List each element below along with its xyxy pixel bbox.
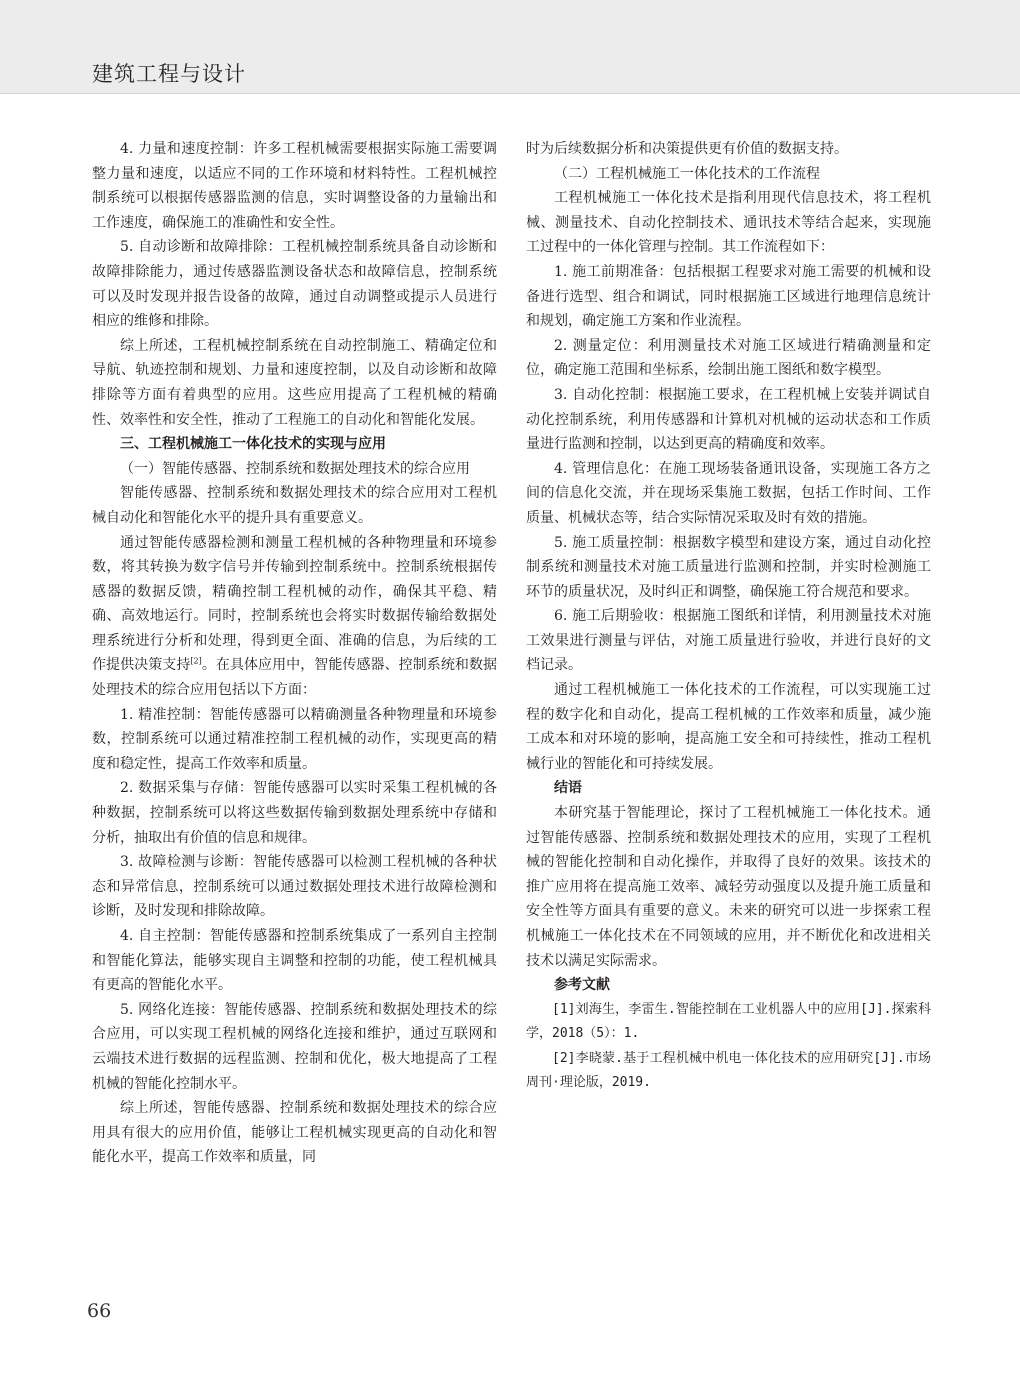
paragraph: 1. 精准控制：智能传感器可以精确测量各种物理量和环境参数，控制系统可以通过精准控制工程机械的动作，实现更高的精度和稳定性，提高工作效率和质量。 (92, 706, 497, 772)
paragraph: 本研究基于智能理论，探讨了工程机械施工一体化技术。通过智能传感器、控制系统和数据处理技术的应用，实现了工程机械的智能化控制和自动化操作，并取得了良好的效果。该技术的推广应用将在提高施工效率、减轻劳动强度以及提升施工质量和安全性等方面具有重要的意义。未来的研究可以进一步探索工程机械施工一体化技术在不同领域的应用，并不断优化和改进相关技术以满足实际需求。 (526, 805, 931, 969)
paragraph: 工程机械施工一体化技术是指利用现代信息技术，将工程机械、测量技术、自动化控制技术、通讯技术等结合起来，实现施工过程中的一体化管理与控制。其工作流程如下： (526, 190, 931, 256)
paragraph (92, 531, 497, 703)
reference-item: [1]刘海生，李雷生.智能控制在工业机器人中的应用[J].探索科学，2018（5）：1. (526, 1001, 931, 1042)
paragraph: 4. 自主控制：智能传感器和控制系统集成了一系列自主控制和智能化算法，能够实现自主调整和控制的功能，使工程机械具有更高的智能化水平。 (92, 928, 497, 994)
paragraph: 3. 故障检测与诊断：智能传感器可以检测工程机械的各种状态和异常信息，控制系统可以通过数据处理技术进行故障检测和诊断，及时发现和排除故障。 (92, 854, 497, 920)
right-column (526, 137, 931, 1095)
section-heading: 三、工程机械施工一体化技术的实现与应用 (120, 436, 386, 453)
paragraph: 1. 施工前期准备：包括根据工程要求对施工需要的机械和设备进行选型、组合和调试，同时根据施工区域进行地理信息统计和规划，确定施工方案和作业流程。 (526, 263, 931, 330)
paragraph: 6. 施工后期验收：根据施工图纸和详情，利用测量技术对施工效果进行测量与评估，对施工质量进行验收，并进行良好的文档记录。 (526, 608, 931, 674)
paragraph: 4. 管理信息化：在施工现场装备通讯设备，实现施工各方之间的信息化交流，并在现场采集施工数据，包括工作时间、工作质量、机械状态等，结合实际情况采取及时有效的措施。 (526, 460, 931, 526)
citation-marker: [2] (190, 656, 202, 666)
subsection-heading: （二）工程机械施工一体化技术的工作流程 (554, 165, 820, 182)
paragraph: 5. 施工质量控制：根据数字模型和建设方案，通过自动化控制系统和测量技术对施工质量进行监测和控制，并实时检测施工环节的质量状况，及时纠正和调整，确保施工符合规范和要求。 (526, 534, 931, 600)
journal-title: 建筑工程与设计 (92, 62, 246, 86)
conclusion-heading: 结语 (554, 780, 582, 797)
paragraph: 4. 力量和速度控制：许多工程机械需要根据实际施工需要调整力量和速度，以适应不同的工作环境和材料特性。工程机械控制系统可以根据传感器监测的信息，实时调整设备的力量输出和工作速度，确保施工的准确性和安全性。 (92, 141, 497, 231)
paragraph: 5. 网络化连接：智能传感器、控制系统和数据处理技术的综合应用，可以实现工程机械的网络化连接和维护，通过互联网和云端技术进行数据的远程监测、控制和优化，极大地提高了工程机械的智能化控制水平。 (92, 1001, 497, 1092)
subsection-heading: （一）智能传感器、控制系统和数据处理技术的综合应用 (120, 460, 470, 477)
paragraph: 2. 数据采集与存储：智能传感器可以实时采集工程机械的各种数据，控制系统可以将这些数据传输到数据处理系统中存储和分析，抽取出有价值的信息和规律。 (92, 780, 497, 846)
paragraph: 智能传感器、控制系统和数据处理技术的综合应用对工程机械自动化和智能化水平的提升具有重要意义。 (92, 485, 497, 526)
left-column (92, 137, 497, 1170)
reference-item: [2]李晓蒙.基于工程机械中机电一体化技术的应用研究[J].市场周刊·理论版，2019. (526, 1050, 931, 1090)
references-heading: 参考文献 (554, 977, 610, 994)
paragraph: 3. 自动化控制：根据施工要求，在工程机械上安装并调试自动化控制系统，利用传感器和计算机对机械的运动状态和工作质量进行监测和控制，以达到更高的精确度和效率。 (526, 386, 931, 453)
page-number: 66 (87, 1300, 112, 1322)
paragraph: 时为后续数据分析和决策提供更有价值的数据支持。 (526, 141, 848, 157)
running-header (0, 0, 1020, 94)
paragraph-text: 通过智能传感器检测和测量工程机械的各种物理量和环境参数，将其转换为数字信号并传输到控制系统中。控制系统根据传感器的数据反馈，精确控制工程机械的动作，确保其平稳、精确、高效地运行。同时，控制系统也会将实时数据传输给数据处理系统进行分析和处理，得到更全面、准确的信息，为后续的工作提供决策支持 (92, 534, 497, 674)
paragraph: 2. 测量定位：利用测量技术对施工区域进行精确测量和定位，确定施工范围和坐标系，绘制出施工图纸和数字模型。 (526, 337, 931, 379)
paragraph: 通过工程机械施工一体化技术的工作流程，可以实现施工过程的数字化和自动化，提高工程机械的工作效率和质量，减少施工成本和对环境的影响，提高施工安全和可持续性，推动工程机械行业的智能化和可持续发展。 (526, 682, 931, 772)
paragraph-text: 。在具体应用中，智能传感器、控制系统和数据处理技术的综合应用包括以下方面： (92, 657, 498, 699)
paragraph: 综上所述，工程机械控制系统在自动控制施工、精确定位和导航、轨迹控制和规划、力量和速度控制，以及自动诊断和故障排除等方面有着典型的应用。这些应用提高了工程机械的精确性、效率性和安全性，推动了工程施工的自动化和智能化发展。 (92, 337, 497, 428)
paragraph: 5. 自动诊断和故障排除：工程机械控制系统具备自动诊断和故障排除能力，通过传感器监测设备状态和故障信息，控制系统可以及时发现并报告设备的故障，通过自动调整或提示人员进行相应的维修和排除。 (92, 239, 497, 330)
paragraph: 综上所述，智能传感器、控制系统和数据处理技术的综合应用具有很大的应用价值，能够让工程机械实现更高的自动化和智能化水平，提高工作效率和质量，同 (92, 1100, 497, 1166)
